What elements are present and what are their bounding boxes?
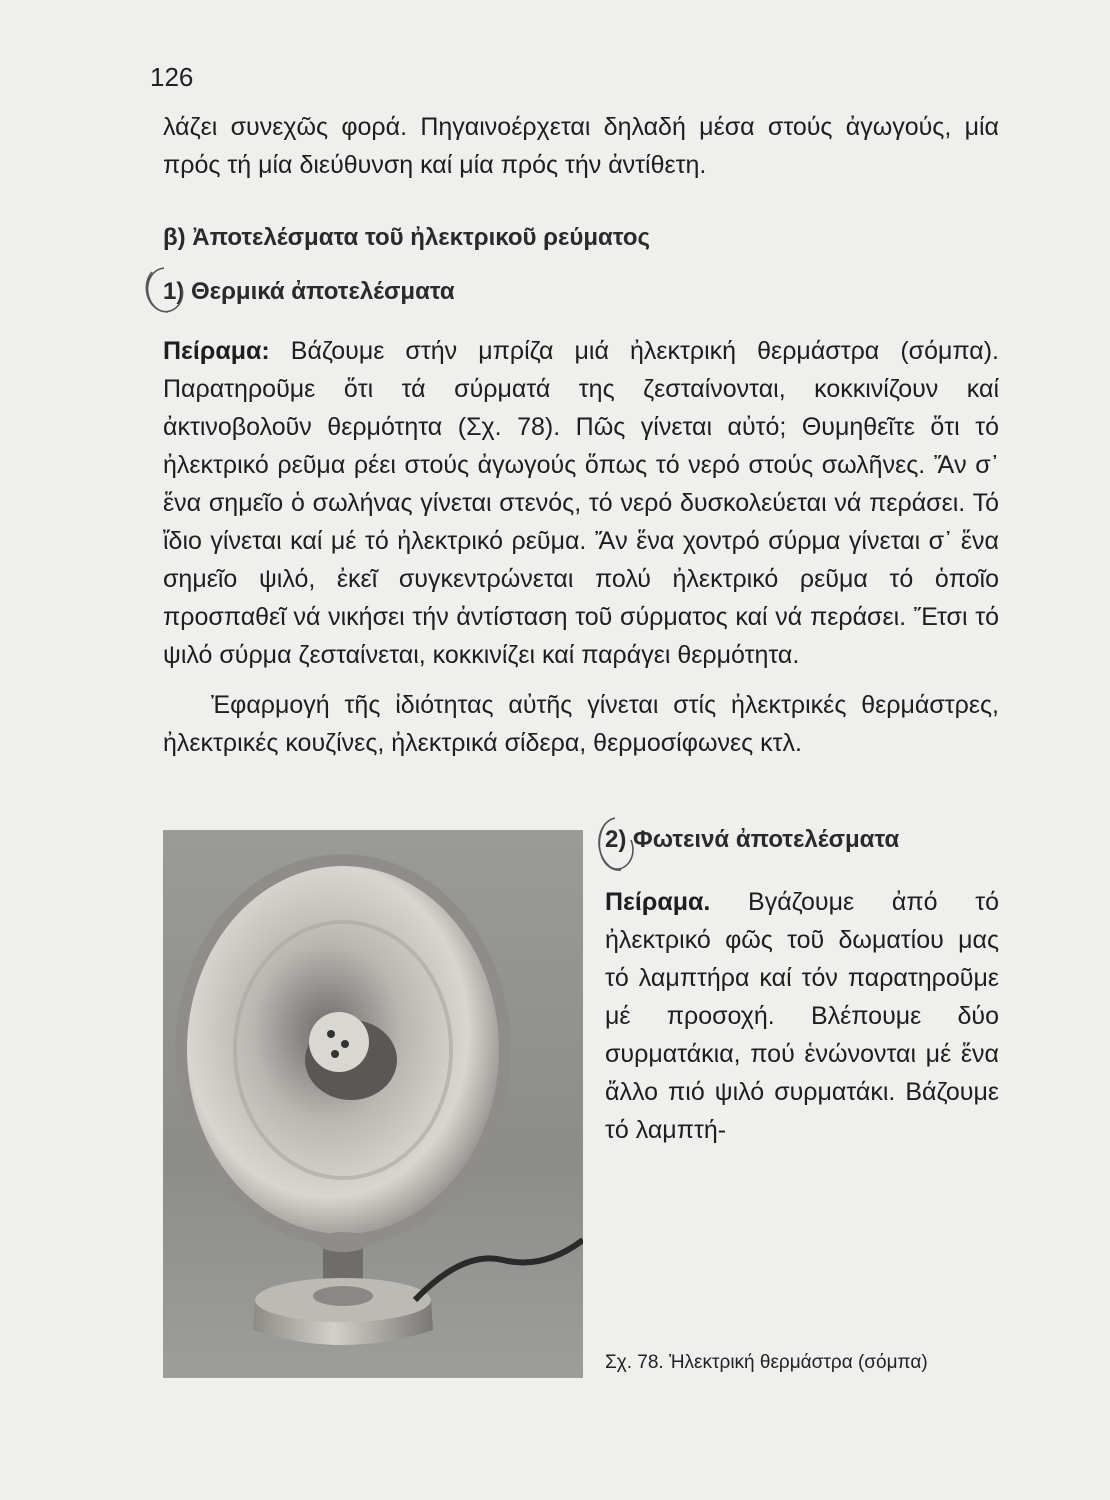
- continuation-paragraph: λάζει συνεχῶς φορά. Πηγαινοέρχεται δηλαδή μέσα στούς ἀγωγούς, μία πρός τή μία διεύθυνση καί μία πρός τήν ἀντίθετη.: [163, 113, 999, 179]
- experiment-paragraph: [163, 332, 999, 674]
- circle-mark-icon: [585, 812, 645, 882]
- experiment-label: Πείραμα:: [163, 337, 270, 365]
- heater-photo: [163, 830, 583, 1378]
- experiment2-paragraph: [605, 883, 999, 1149]
- section-heading: β) Ἀποτελέσματα τοῦ ἠλεκτρικοῦ ρεύματος: [163, 224, 650, 251]
- application-paragraph: Ἐφαρμογή τῆς ἰδιότητας αὐτῆς γίνεται στίς ἠλεκτρικές θερμάστρες, ἠλεκτρικές κουζίνες, ἠλεκτρικά σίδερα, θερμοσίφωνες κτλ.: [163, 691, 999, 757]
- luminous-effects-heading: 2) Φωτεινά ἀποτελέσματα: [605, 826, 900, 853]
- experiment2-text: Βγάζουμε ἀπό τό ἠλεκτρικό φῶς τοῦ δωματίου μας τό λαμπτήρα καί τόν παρατηροῦμε μέ προσοχή. Βλέπουμε δύο συρματάκια, πού ἑνώνονται μέ ἕνα ἄλλο πιό ψιλό συρματάκι. Βάζουμε τό λαμπτή-: [605, 888, 999, 1144]
- page-number: 126: [150, 62, 194, 92]
- experiment2-label: Πείραμα.: [605, 888, 711, 916]
- experiment-text: Βάζουμε στήν μπρίζα μιά ἠλεκτρική θερμάστρα (σόμπα). Παρατηροῦμε ὅτι τά σύρματά της ζεσταίνονται, κοκκινίζουν καί ἀκτινοβολοῦν θερμότητα (Σχ. 78). Πῶς γίνεται αὐτό; Θυμηθεῖτε ὅτι τό ἠλεκτρικό ρεῦμα ρέει στούς ἀγωγούς ὅπως τό νερό στούς σωλῆνες. Ἄν σ᾽ ἕνα σημεῖο ὁ σωλήνας γίνεται στενός, τό νερό δυσκολεύεται νά περάσει. Τό ἴδιο γίνεται καί μέ τό ἠλεκτρικό ρεῦμα. Ἄν ἕνα χοντρό σύρμα γίνεται σ᾽ ἕνα σημεῖο ψιλό, ἐκεῖ συγκεντρώνεται πολύ ἠλεκτρικό ρεῦμα τό ὁποῖο προσπαθεῖ νά νικήσει τήν ἀντίσταση τοῦ σύρματος καί νά περάσει. Ἔτσι τό ψιλό σύρμα ζεσταίνεται, κοκκινίζει καί παράγει θερμότητα.: [163, 337, 999, 669]
- circle-mark-icon: [134, 262, 194, 322]
- thermal-effects-heading: 1) Θερμικά ἀποτελέσματα: [163, 278, 455, 305]
- figure-caption: Σχ. 78. Ἠλεκτρική θερμάστρα (σόμπα): [605, 1352, 928, 1373]
- electric-heater-illustration: [163, 830, 583, 1378]
